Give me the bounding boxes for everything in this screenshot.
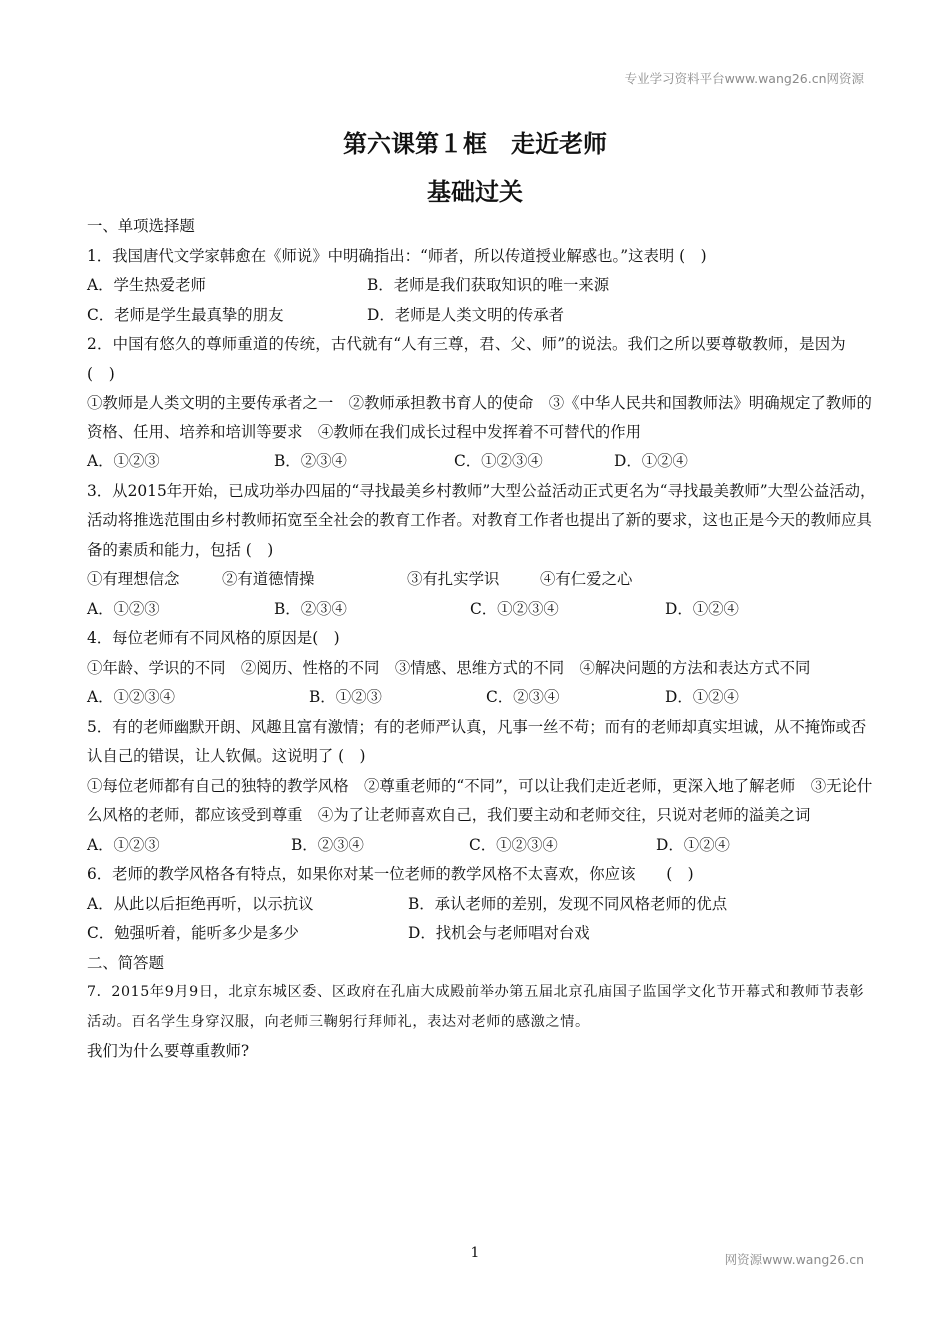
question-5-options <box>87 831 877 861</box>
option-b: B．①②③ <box>309 688 382 706</box>
question-7-question: 我们为什么要尊重教师? <box>87 1042 250 1060</box>
option-b: B．承认老师的差别，发现不同风格老师的优点 <box>408 894 728 913</box>
section-heading-short-answer: 二、简答题 <box>87 953 164 972</box>
question-6-options-row-2 <box>87 919 877 949</box>
question-3-options <box>87 595 877 625</box>
question-4-options <box>87 683 877 713</box>
question-4-stem: 4．每位老师有不同风格的原因是( ) <box>87 629 340 647</box>
question-1-stem: 1．我国唐代文学家韩愈在《师说》中明确指出：“师者，所以传道授业解惑也。”这表明 ( ) <box>87 246 707 265</box>
item-3: ③有扎实学识 <box>407 570 500 588</box>
option-b: B．②③④ <box>274 452 347 470</box>
page-header: 专业学习资料平台www.wang26.cn网资源 <box>624 71 864 86</box>
question-5-stem: 5．有的老师幽默开朗、风趣且富有激情；有的老师严认真，凡事一丝不苟；而有的老师却真实坦诚，从不掩饰或否认自己的错误，让人钦佩。这说明了 ( ) <box>87 717 867 765</box>
question-5-items: ①每位老师都有自己的独特的教学风格 ②尊重老师的“不同”，可以让我们走近老师，更深入地了解老师 ③无论什么风格的老师，都应该受到尊重 ④为了让老师喜欢自己，我们要主动和老师交往，只说对老师的溢美之词 <box>87 776 873 824</box>
option-c: C．②③④ <box>486 688 560 706</box>
option-a: A．①②③④ <box>87 688 176 706</box>
option-d: D．①②④ <box>614 452 688 470</box>
option-a: A．①②③ <box>87 835 160 854</box>
question-1-options-row-2 <box>87 301 877 331</box>
option-d: D．①②④ <box>665 688 739 706</box>
option-c: C．①②③④ <box>469 835 558 854</box>
item-4: ④有仁爱之心 <box>540 570 633 588</box>
question-3-stem: 3．从2015年开始，已成功举办四届的“寻找最美乡村教师”大型公益活动正式更名为“寻找最美教师”大型公益活动，活动将推选范围由乡村教师拓宽至全社会的教育工作者。对教育工作者也提出了新的要求，这也正是今天的教师应具备的素质和能力，包括 ( ) <box>87 481 876 559</box>
question-2-items: ①教师是人类文明的主要传承者之一 ②教师承担教书育人的使命 ③《中华人民共和国教师法》明确规定了教师的资格、任用、培养和培训等要求 ④教师在我们成长过程中发挥着不可替代的作用 <box>87 394 872 441</box>
option-c: C．勉强听着，能听多少是多少 <box>87 924 299 942</box>
item-1: ①有理想信念 <box>87 570 180 588</box>
option-d: D．找机会与老师唱对台戏 <box>408 924 590 942</box>
option-a: A．①②③ <box>87 452 160 470</box>
option-b: B．②③④ <box>291 835 364 854</box>
option-d: D．①②④ <box>665 599 739 618</box>
option-a: A．①②③ <box>87 599 160 618</box>
question-2-options <box>87 447 877 477</box>
page-footer: 网资源www.wang26.cn <box>724 1252 864 1267</box>
option-a: A．学生热爱老师 <box>87 276 206 294</box>
option-d: D．老师是人类文明的传承者 <box>367 305 565 324</box>
page-number: 1 <box>470 1245 480 1261</box>
question-4-items: ①年龄、学识的不同 ②阅历、性格的不同 ③情感、思维方式的不同 ④解决问题的方法和表达方式不同 <box>87 658 811 677</box>
question-2-stem: 2．中国有悠久的尊师重道的传统，古代就有“人有三尊，君、父、师”的说法。我们之所以要尊敬教师，是因为 ( ) <box>87 335 846 383</box>
option-b: B．②③④ <box>274 599 347 618</box>
option-d: D．①②④ <box>656 835 730 854</box>
option-c: C．老师是学生最真挚的朋友 <box>87 305 284 324</box>
option-a: A．从此以后拒绝再听，以示抗议 <box>87 894 314 913</box>
question-6-stem: 6．老师的教学风格各有特点，如果你对某一位老师的教学风格不太喜欢，你应该 ( ) <box>87 865 694 883</box>
lesson-title: 第六课第１框 走近老师 <box>343 130 607 158</box>
question-6-options-row-1 <box>87 890 877 920</box>
option-c: C．①②③④ <box>470 599 559 618</box>
section-heading-choice: 一、单项选择题 <box>87 217 195 235</box>
item-2: ②有道德情操 <box>222 570 315 588</box>
question-7-stem: 7．2015年9月9日，北京东城区委、区政府在孔庙大成殿前举办第五届北京孔庙国子监国学文化节开幕式和教师节表彰活动。百名学生身穿汉服，向老师三鞠躬行拜师礼，表达对老师的感激之情。 <box>87 984 865 1030</box>
question-1-options-row-1 <box>87 271 877 301</box>
option-c: C．①②③④ <box>454 452 543 470</box>
document-body <box>87 212 877 1067</box>
section-title: 基础过关 <box>427 178 523 206</box>
option-b: B．老师是我们获取知识的唯一来源 <box>367 276 610 294</box>
question-3-items <box>87 565 877 595</box>
